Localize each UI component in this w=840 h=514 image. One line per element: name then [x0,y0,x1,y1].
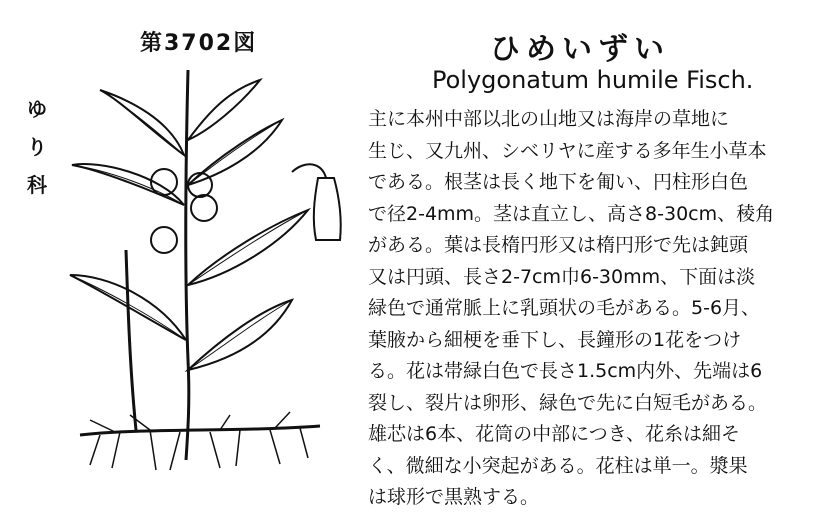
family-char: り [27,135,47,159]
berry [151,227,177,253]
flower-stalk [292,164,326,178]
description-line: 生じ、又九州、シベリヤに産する多年生小草本 [368,139,767,162]
japanese-name: ひめいずい [490,32,670,67]
description-line: 主に本州中部以北の山地又は海岸の草地に [368,108,730,130]
figure-number: 第3702図 [140,31,258,56]
description-line: る。花は帯緑白色で長さ1.5cm内外、先端は6 [368,360,763,382]
description-line: がある。葉は長楕円形又は楕円形で先は鈍頭 [368,234,749,256]
family-char: 科 [27,173,47,197]
rhizome [80,426,320,435]
family-char: ゆ [27,97,47,121]
description-line: 裂し、裂片は卵形、緑色で先に白短毛がある。 [368,391,768,414]
plant-illustration [60,60,360,480]
leaf [100,90,184,155]
bell-flower [314,178,341,240]
description-line: で径2-4mm。茎は直立し、高さ8-30cm、稜角 [368,202,775,225]
description-line: 雄芯は6本、花筒の中部につき、花糸は細そ [368,423,740,445]
description-line: である。根茎は長く地下を匍い、円柱形白色 [368,171,749,193]
description-line: く、微細な小突起がある。花柱は単一。漿果 [368,454,748,477]
family-label [24,90,50,204]
scientific-name: Polygonatum humile Fisch. [432,66,754,94]
plant-stem [186,70,189,460]
description-line: は球形で黒熟する。 [368,486,540,508]
description-line: 又は円頭、長さ2-7cm巾6-30mm、下面は淡 [368,265,756,288]
berry [188,173,212,197]
description-line: 葉腋から細梗を垂下し、長鐘形の1花をつけ [368,328,742,351]
leaf [188,80,260,140]
description-text [368,104,828,514]
berry [191,195,217,221]
plant-stem-secondary [126,250,136,430]
description-line: 緑色で通常脈上に乳頭状の毛がある。5-6月、 [368,297,761,319]
leaf [188,120,282,185]
